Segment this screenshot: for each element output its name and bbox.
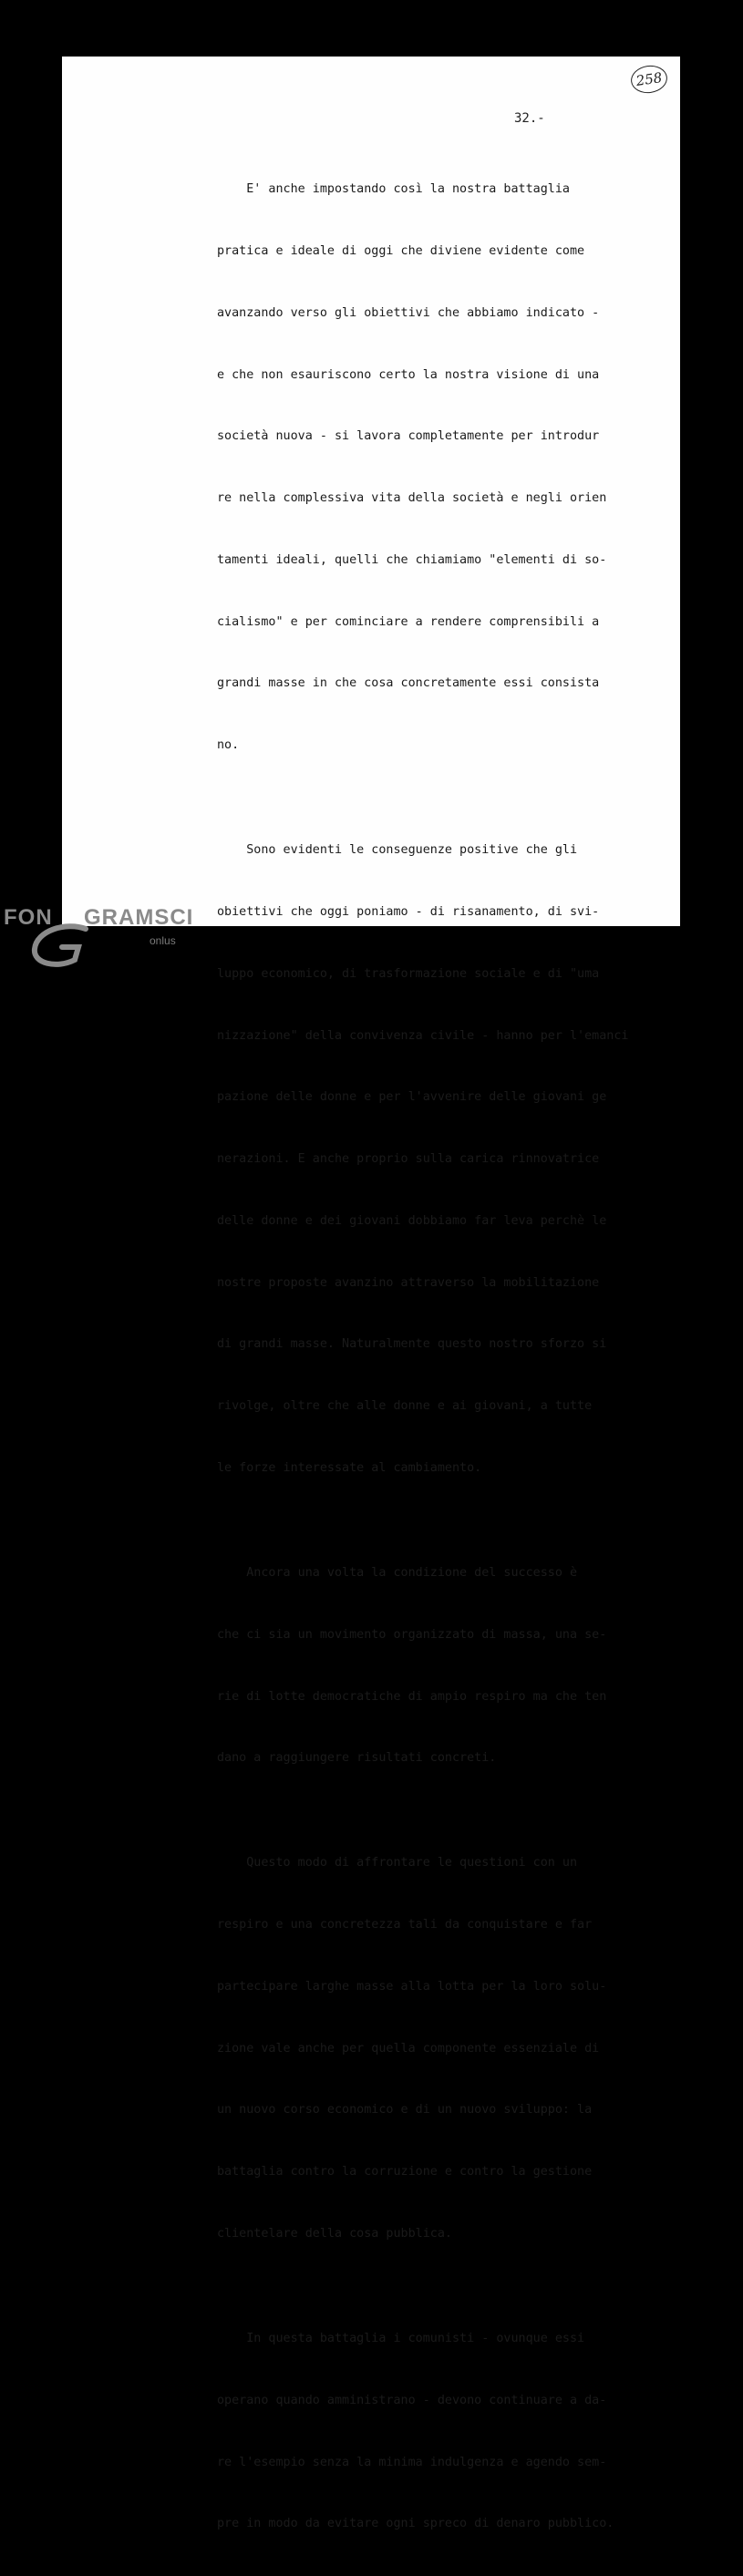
- text-line: che ci sia un movimento organizzato di massa, una se-: [217, 1627, 607, 1642]
- text-line: luppo economico, di trasformazione sociale e di "uma: [217, 966, 600, 981]
- logo-suffix: onlus: [150, 934, 176, 947]
- text-line: dano a raggiungere risultati concreti.: [217, 1751, 497, 1766]
- page-number: 32.-: [514, 111, 545, 126]
- text-line: delle donne e dei giovani dobbiamo far leva perchè le: [217, 1213, 607, 1228]
- text-line: partecipare larghe masse alla lotta per la loro solu-: [217, 1979, 607, 1994]
- text-line: nostre proposte avanzino attraverso la mobilitazione: [217, 1275, 600, 1290]
- text-line: E' anche impostando così la nostra battaglia: [217, 182, 570, 197]
- text-line: battaglia contro la corruzione e contro la gestione: [217, 2165, 593, 2179]
- text-line: pre in modo da evitare ogni spreco di denaro pubblico.: [217, 2517, 614, 2531]
- logo-name: GRAMSCI: [84, 905, 194, 930]
- typewritten-text: [217, 139, 627, 2576]
- text-line: nizzazione" della convivenza civile - hanno per l'emanci: [217, 1028, 629, 1043]
- text-line: pratica e ideale di oggi che diviene evidente come: [217, 243, 585, 258]
- archive-number-stamp: 258: [629, 63, 669, 95]
- text-line: operano quando amministrano - devono continuare a da-: [217, 2393, 607, 2407]
- text-line: obiettivi che oggi poniamo - di risanamento, di svi-: [217, 904, 600, 919]
- text-line: Ancora una volta la condizione del successo è: [217, 1565, 578, 1580]
- text-line: le forze interessate al cambiamento.: [217, 1461, 482, 1475]
- text-line: e che non esauriscono certo la nostra visione di una: [217, 367, 600, 382]
- text-line: re l'esempio senza la minima indulgenza e agendo sem-: [217, 2455, 607, 2469]
- text-line: cialismo" e per cominciare a rendere comprensibili a: [217, 614, 600, 629]
- text-line: società nuova - si lavora completamente per introdur: [217, 429, 600, 444]
- text-line: rie di lotte democratiche di ampio respiro ma che ten: [217, 1689, 607, 1704]
- text-line: In questa battaglia i comunisti - ovunque essi: [217, 2331, 585, 2345]
- text-line: re nella complessiva vita della società e negli orien: [217, 491, 607, 506]
- logo-prefix: FON: [4, 905, 53, 930]
- text-line: un nuovo corso economico e di un nuovo sviluppo: la: [217, 2103, 593, 2117]
- text-line: Sono evidenti le conseguenze positive che gli: [217, 843, 578, 858]
- text-line: Questo modo di affrontare le questioni con un: [217, 1856, 578, 1870]
- text-line: tamenti ideali, quelli che chiamiamo "elementi di so-: [217, 552, 607, 567]
- fondazione-gramsci-logo: [0, 898, 210, 984]
- text-line: pazione delle donne e per l'avvenire delle giovani ge: [217, 1090, 607, 1105]
- text-line: grandi masse in che cosa concretamente essi consista: [217, 676, 600, 691]
- text-line: no.: [217, 738, 240, 753]
- text-line: clientelare della cosa pubblica.: [217, 2226, 452, 2241]
- text-line: avanzando verso gli obiettivi che abbiamo indicato -: [217, 305, 600, 320]
- text-line: nerazioni. E anche proprio sulla carica rinnovatrice: [217, 1152, 600, 1167]
- text-line: di grandi masse. Naturalmente questo nostro sforzo si: [217, 1337, 607, 1352]
- text-line: respiro e una concretezza tali da conquistare e far: [217, 1918, 593, 1932]
- text-line: rivolge, oltre che alle donne e ai giovani, a tutte: [217, 1399, 593, 1414]
- text-line: zione vale anche per quella componente essenziale di: [217, 2041, 600, 2056]
